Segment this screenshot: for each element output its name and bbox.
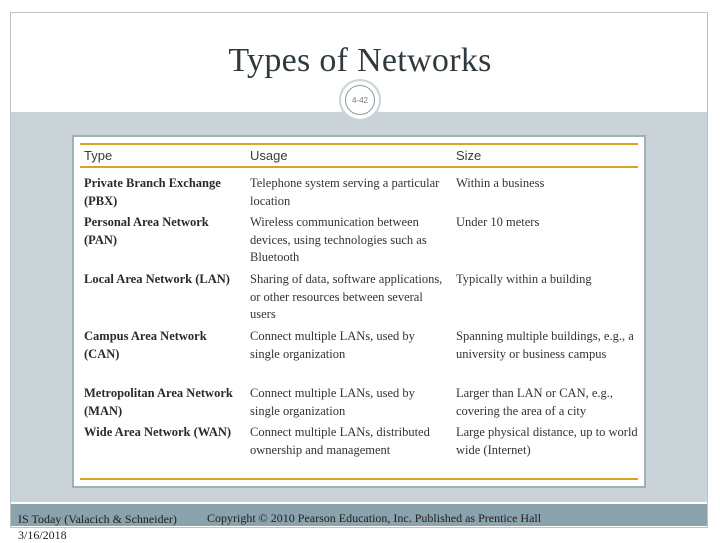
footer-source: IS Today (Valacich & Schneider) bbox=[18, 512, 177, 526]
row-size: Typically within a building bbox=[456, 272, 592, 286]
header-type: Type bbox=[84, 148, 113, 163]
row-usage: Connect multiple LANs, distributed ownership and management bbox=[250, 425, 430, 457]
header-usage: Usage bbox=[250, 148, 288, 163]
row-usage: Sharing of data, software applications, or other resources between several users bbox=[250, 272, 443, 321]
footer-date: 3/16/2018 bbox=[18, 528, 67, 542]
header-size: Size bbox=[456, 148, 482, 163]
row-type: Metropolitan Area Network (MAN) bbox=[84, 386, 233, 418]
row-type: Local Area Network (LAN) bbox=[84, 272, 230, 286]
row-usage: Telephone system serving a particular location bbox=[250, 176, 440, 208]
row-size: Large physical distance, up to world wide (Internet) bbox=[456, 425, 638, 457]
table-header-rule bbox=[80, 166, 638, 168]
row-type: Private Branch Exchange (PBX) bbox=[84, 176, 221, 208]
row-usage: Wireless communication between devices, using technologies such as Bluetooth bbox=[250, 215, 427, 264]
page-badge bbox=[339, 79, 381, 121]
footer-source-block bbox=[18, 511, 177, 543]
row-size: Within a business bbox=[456, 176, 545, 190]
row-size: Spanning multiple buildings, e.g., a university or business campus bbox=[456, 329, 634, 361]
network-types-table bbox=[72, 135, 646, 488]
slide-title: Types of Networks bbox=[228, 42, 492, 79]
row-type: Personal Area Network (PAN) bbox=[84, 215, 209, 247]
row-type: Campus Area Network (CAN) bbox=[84, 329, 207, 361]
footer-copyright: Copyright © 2010 Pearson Education, Inc. Published as Prentice Hall bbox=[207, 511, 542, 525]
row-size: Larger than LAN or CAN, e.g., covering the area of a city bbox=[456, 386, 614, 418]
table-top-rule bbox=[80, 143, 638, 145]
table-bottom-rule bbox=[80, 478, 638, 480]
row-usage: Connect multiple LANs, used by single organization bbox=[250, 329, 415, 361]
row-usage: Connect multiple LANs, used by single organization bbox=[250, 386, 415, 418]
page-badge-text: 4-42 bbox=[351, 95, 368, 105]
row-type: Wide Area Network (WAN) bbox=[84, 425, 232, 439]
row-size: Under 10 meters bbox=[456, 215, 540, 229]
page-badge-ring bbox=[345, 85, 375, 115]
